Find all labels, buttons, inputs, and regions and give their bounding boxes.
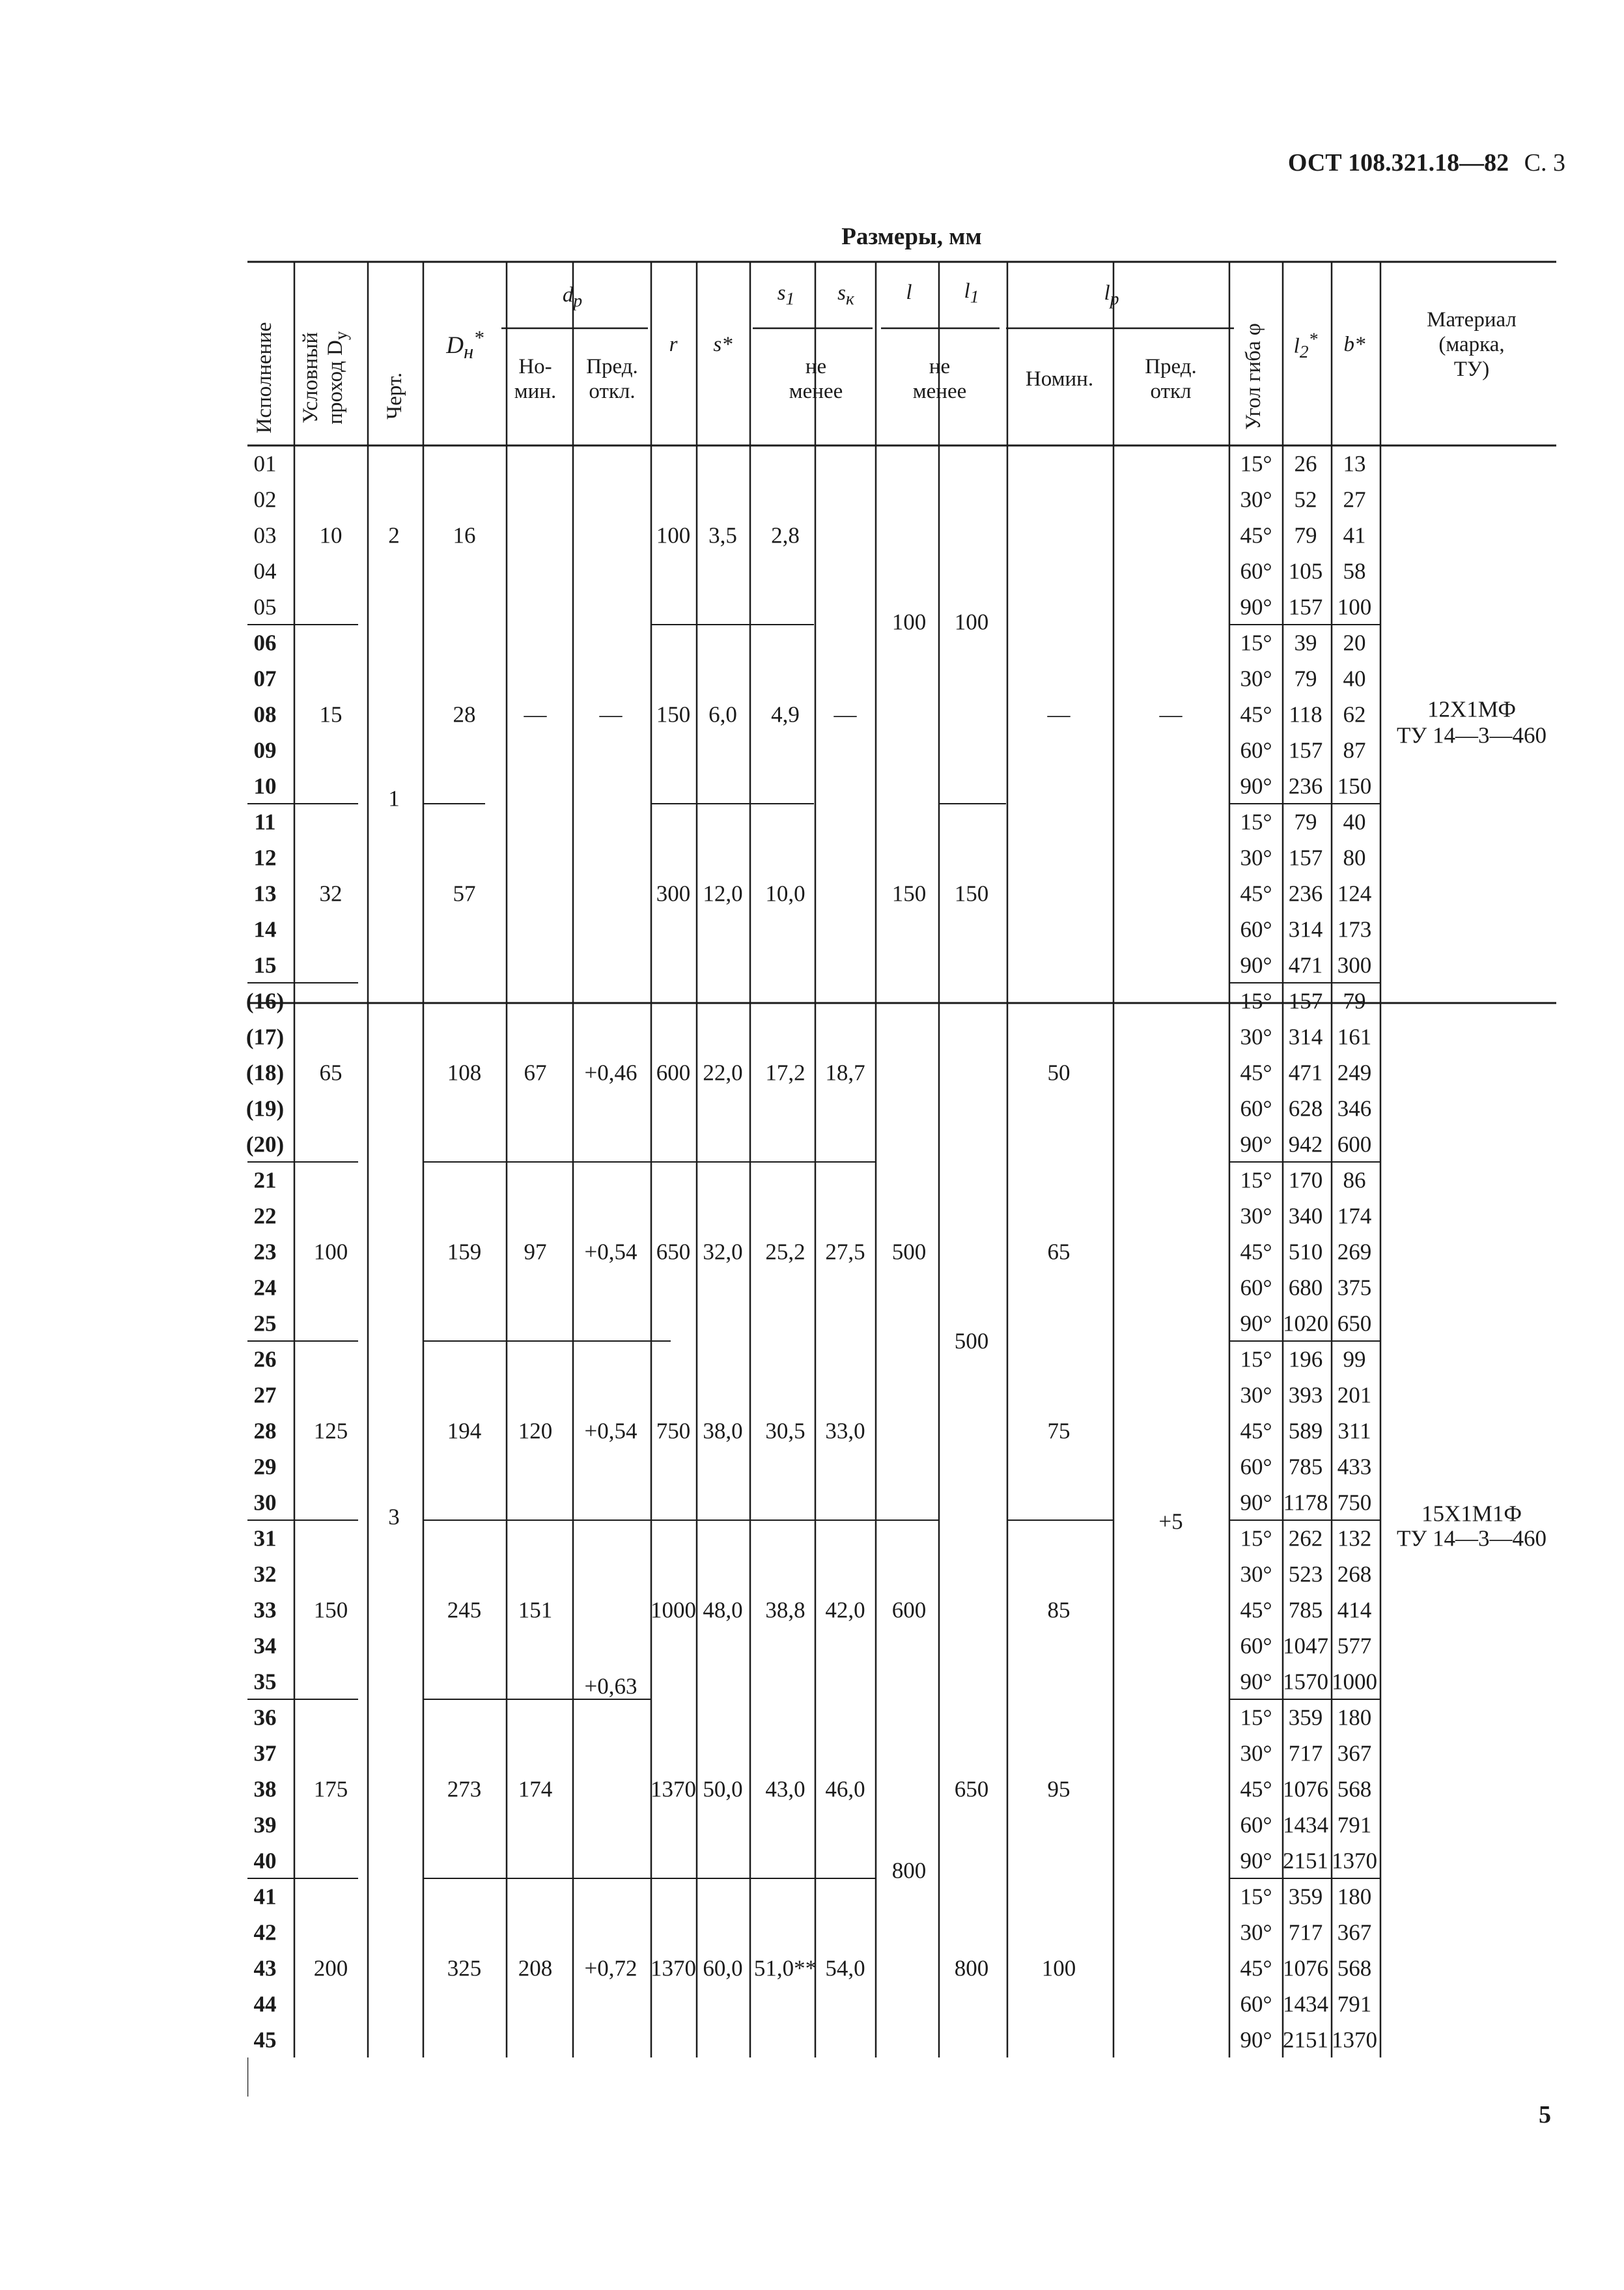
l2-value: 680 — [1288, 1275, 1323, 1300]
group-s: 3,5 — [708, 522, 737, 548]
execution-number: 22 — [253, 1203, 277, 1228]
group-dp-nom: 67 — [524, 1060, 547, 1085]
group-dn: 194 — [447, 1418, 482, 1443]
l2-value: 2151 — [1283, 2027, 1328, 2052]
group-r: 600 — [656, 1060, 691, 1085]
group-lp-nom: 85 — [1047, 1597, 1071, 1622]
execution-number: 38 — [253, 1776, 277, 1802]
execution-number: 02 — [253, 487, 277, 512]
execution-number: 25 — [253, 1310, 277, 1336]
header-l1: $l_1$ — [964, 279, 979, 307]
material-spec: ТУ 14—3—460 — [1397, 1525, 1547, 1551]
group-l1: 800 — [954, 1955, 989, 1981]
header-nominal-bore: Условный проход $D_у$ — [298, 331, 351, 425]
l2-value: 196 — [1288, 1346, 1323, 1372]
l2-value: 79 — [1294, 522, 1317, 548]
bend-angle: 90° — [1240, 773, 1272, 799]
bend-angle: 15° — [1240, 988, 1272, 1013]
header-not-less-l: не менее — [912, 355, 967, 403]
b-value: 1370 — [1332, 2027, 1377, 2052]
b-value: 414 — [1337, 1597, 1372, 1622]
header-l: l — [906, 281, 912, 305]
execution-number: 42 — [253, 1919, 277, 1945]
bend-angle: 60° — [1240, 1275, 1272, 1300]
bend-angle: 90° — [1240, 594, 1272, 619]
bend-angle: 15° — [1240, 1167, 1272, 1193]
execution-number: 45 — [253, 2027, 277, 2052]
b-value: 346 — [1337, 1096, 1372, 1121]
b-value: 433 — [1337, 1454, 1372, 1479]
b-value: 62 — [1343, 701, 1366, 727]
group-lp-nom: 65 — [1047, 1239, 1071, 1264]
b-value: 58 — [1343, 558, 1366, 584]
l2-value: 717 — [1288, 1740, 1323, 1766]
b-value: 13 — [1343, 451, 1366, 476]
l2-value: 393 — [1288, 1382, 1323, 1407]
l2-value: 236 — [1288, 773, 1323, 799]
group-sk: 46,0 — [825, 1776, 865, 1802]
execution-number: 15 — [253, 952, 277, 978]
material-spec: ТУ 14—3—460 — [1397, 722, 1547, 748]
header-execution: Исполнение — [253, 322, 277, 434]
group-dp-nom: 174 — [518, 1776, 553, 1802]
l1-span-value: 500 — [954, 1328, 989, 1354]
b-value: 20 — [1343, 630, 1366, 655]
group-dn: 16 — [453, 522, 476, 548]
l2-value: 359 — [1288, 1704, 1323, 1730]
b-value: 367 — [1337, 1919, 1372, 1945]
l2-value: 717 — [1288, 1919, 1323, 1945]
execution-number: 29 — [253, 1454, 277, 1479]
group-s1: 4,9 — [771, 701, 800, 727]
bend-angle: 45° — [1240, 881, 1272, 906]
bend-angle: 15° — [1240, 1346, 1272, 1372]
table-title: Размеры, мм — [841, 223, 982, 250]
group-dy: 100 — [313, 1239, 348, 1264]
group-dy: 65 — [319, 1060, 343, 1085]
group-dp-dev: — — [599, 701, 623, 727]
group-l1: 650 — [954, 1776, 989, 1802]
execution-number: 43 — [253, 1955, 277, 1981]
bend-angle: 30° — [1240, 1561, 1272, 1587]
group-s: 38,0 — [703, 1418, 743, 1443]
l2-value: 105 — [1288, 558, 1323, 584]
group-dy: 175 — [313, 1776, 348, 1802]
b-value: 791 — [1337, 1991, 1372, 2016]
bend-angle: 30° — [1240, 1919, 1272, 1945]
bend-angle: 15° — [1240, 451, 1272, 476]
group-r: 1000 — [651, 1597, 696, 1622]
b-value: 99 — [1343, 1346, 1366, 1372]
group-s: 50,0 — [703, 1776, 743, 1802]
group-dy: 150 — [313, 1597, 348, 1622]
l2-value: 1434 — [1283, 1812, 1328, 1837]
execution-number: 10 — [253, 773, 277, 799]
bend-angle: 15° — [1240, 1704, 1272, 1730]
l2-value: 157 — [1288, 594, 1323, 619]
execution-number: 27 — [253, 1382, 277, 1407]
l1-span-value: 100 — [954, 609, 989, 635]
header-outer-diameter: $D_н^*$ — [446, 326, 484, 363]
bend-angle: 30° — [1240, 1740, 1272, 1766]
group-r: 150 — [656, 701, 691, 727]
group-s1: 17,2 — [765, 1060, 805, 1085]
bend-angle: 60° — [1240, 1991, 1272, 2016]
b-value: 27 — [1343, 487, 1366, 512]
group-dp-dev: +0,72 — [584, 1955, 637, 1981]
l2-value: 170 — [1288, 1167, 1323, 1193]
l2-value: 628 — [1288, 1096, 1323, 1121]
bend-angle: 45° — [1240, 1776, 1272, 1802]
group-s1: 2,8 — [771, 522, 800, 548]
group-r: 300 — [656, 881, 691, 906]
group-l: 600 — [891, 1597, 927, 1622]
bend-angle: 45° — [1240, 1060, 1272, 1085]
group-s: 48,0 — [703, 1597, 743, 1622]
group-l1: 150 — [954, 881, 989, 906]
l2-value: 157 — [1288, 845, 1323, 870]
group-s1: 51,0** — [753, 1955, 817, 1981]
execution-number: 36 — [253, 1704, 277, 1730]
page-number: 5 — [1539, 2101, 1551, 2128]
group-dn: 159 — [447, 1239, 482, 1264]
execution-number: 09 — [253, 737, 277, 763]
material-grade: 15Х1М1Ф — [1421, 1501, 1522, 1527]
bend-angle: 45° — [1240, 701, 1272, 727]
b-value: 132 — [1337, 1525, 1372, 1551]
group-s1: 30,5 — [765, 1418, 805, 1443]
execution-number: (19) — [245, 1096, 285, 1121]
l2-value: 1434 — [1283, 1991, 1328, 2016]
bend-angle: 30° — [1240, 1382, 1272, 1407]
group-dn: 245 — [447, 1597, 482, 1622]
bend-angle: 90° — [1240, 952, 1272, 978]
b-value: 791 — [1337, 1812, 1372, 1837]
l2-value: 314 — [1288, 1024, 1323, 1049]
group-dy: 200 — [313, 1955, 348, 1981]
l2-value: 236 — [1288, 881, 1323, 906]
execution-number: 08 — [253, 701, 277, 727]
b-value: 1370 — [1332, 1848, 1377, 1873]
bend-angle: 60° — [1240, 1633, 1272, 1658]
b-value: 173 — [1337, 916, 1372, 942]
execution-number: 28 — [253, 1418, 277, 1443]
group-dp-dev: +0,46 — [584, 1060, 637, 1085]
group-r: 1370 — [651, 1776, 696, 1802]
group-dp-dev: +0,54 — [584, 1418, 637, 1443]
execution-number: (20) — [245, 1131, 285, 1157]
group-dy: 125 — [313, 1418, 348, 1443]
execution-number: 39 — [253, 1812, 277, 1837]
group-sk: 27,5 — [825, 1239, 865, 1264]
b-value: 124 — [1337, 881, 1372, 906]
execution-number: 03 — [253, 522, 277, 548]
header-material: Материал (марка, ТУ) — [1427, 308, 1517, 381]
group-dp-nom: 208 — [518, 1955, 553, 1981]
l2-value: 942 — [1288, 1131, 1323, 1157]
group-sk: — — [833, 701, 857, 727]
group-l: 500 — [891, 1239, 927, 1264]
header-dp: $d_p$ — [562, 283, 583, 311]
group-sk: 18,7 — [825, 1060, 865, 1085]
execution-number: 05 — [253, 594, 277, 619]
bend-angle: 90° — [1240, 1669, 1272, 1694]
group-s: 12,0 — [703, 881, 743, 906]
group-s1: 10,0 — [765, 881, 805, 906]
l2-value: 1047 — [1283, 1633, 1328, 1658]
group-s1: 43,0 — [765, 1776, 805, 1802]
header-s: s* — [713, 333, 733, 357]
b-value: 577 — [1337, 1633, 1372, 1658]
b-value: 174 — [1337, 1203, 1372, 1228]
bend-angle: 90° — [1240, 1131, 1272, 1157]
bend-angle: 45° — [1240, 1239, 1272, 1264]
page-header — [1288, 148, 1565, 177]
b-value: 201 — [1337, 1382, 1372, 1407]
bend-angle: 90° — [1240, 1310, 1272, 1336]
bend-angle: 15° — [1240, 630, 1272, 655]
group-sk: 42,0 — [825, 1597, 865, 1622]
header-dp-deviation: Пред. откл. — [586, 355, 638, 403]
b-value: 568 — [1337, 1955, 1372, 1981]
group-dn: 273 — [447, 1776, 482, 1802]
group-lp-nom: — — [1047, 701, 1071, 727]
execution-number: 40 — [253, 1848, 277, 1873]
l2-value: 1178 — [1283, 1490, 1328, 1515]
header-b: b* — [1343, 333, 1365, 357]
b-value: 86 — [1343, 1167, 1366, 1193]
bend-angle: 60° — [1240, 1454, 1272, 1479]
l2-value: 52 — [1294, 487, 1317, 512]
bend-angle: 60° — [1240, 1096, 1272, 1121]
bend-angle: 60° — [1240, 737, 1272, 763]
execution-number: 23 — [253, 1239, 277, 1264]
group-r: 1370 — [651, 1955, 696, 1981]
execution-number: 04 — [253, 558, 277, 584]
b-value: 249 — [1337, 1060, 1372, 1085]
l2-value: 39 — [1294, 630, 1317, 655]
execution-number: 11 — [254, 809, 276, 834]
b-value: 568 — [1337, 1776, 1372, 1802]
bend-angle: 30° — [1240, 487, 1272, 512]
group-l: 150 — [891, 881, 927, 906]
b-value: 161 — [1337, 1024, 1372, 1049]
b-value: 1000 — [1332, 1669, 1377, 1694]
b-value: 269 — [1337, 1239, 1372, 1264]
bend-angle: 90° — [1240, 1490, 1272, 1515]
group-s: 22,0 — [703, 1060, 743, 1085]
b-value: 311 — [1337, 1418, 1371, 1443]
group-dy: 15 — [319, 701, 343, 727]
bend-angle: 45° — [1240, 1597, 1272, 1622]
execution-number: 30 — [253, 1490, 277, 1515]
b-value: 79 — [1343, 988, 1366, 1013]
l2-value: 26 — [1294, 451, 1317, 476]
b-value: 650 — [1337, 1310, 1372, 1336]
b-value: 750 — [1337, 1490, 1372, 1515]
b-value: 150 — [1337, 773, 1372, 799]
group-lp-nom: 75 — [1047, 1418, 1071, 1443]
l2-value: 314 — [1288, 916, 1323, 942]
header-l2: $l_2^*$ — [1293, 328, 1318, 361]
b-value: 87 — [1343, 737, 1366, 763]
execution-number: 35 — [253, 1669, 277, 1694]
bend-angle: 30° — [1240, 1203, 1272, 1228]
group-lp-nom: 100 — [1041, 1955, 1076, 1981]
group-dy: 10 — [319, 522, 343, 548]
execution-number: 33 — [253, 1597, 277, 1622]
l2-value: 785 — [1288, 1454, 1323, 1479]
material-grade: 12Х1МФ — [1427, 696, 1517, 722]
execution-number: 07 — [253, 666, 277, 691]
execution-number: 26 — [253, 1346, 277, 1372]
execution-number: 24 — [253, 1275, 277, 1300]
group-s1: 38,8 — [765, 1597, 805, 1622]
bend-angle: 60° — [1240, 1812, 1272, 1837]
bend-angle: 45° — [1240, 1955, 1272, 1981]
group-dn: 325 — [447, 1955, 482, 1981]
l2-value: 510 — [1288, 1239, 1323, 1264]
execution-number: 31 — [253, 1525, 277, 1551]
b-value: 300 — [1337, 952, 1372, 978]
bend-angle: 45° — [1240, 522, 1272, 548]
l2-value: 157 — [1288, 988, 1323, 1013]
b-value: 367 — [1337, 1740, 1372, 1766]
group-r: 650 — [656, 1239, 691, 1264]
drawing-number: 3 — [388, 1504, 400, 1530]
l2-value: 785 — [1288, 1597, 1323, 1622]
bend-angle: 30° — [1240, 666, 1272, 691]
group-sk: 54,0 — [825, 1955, 865, 1981]
group-dn: 108 — [447, 1060, 482, 1085]
l2-value: 471 — [1288, 1060, 1323, 1085]
group-r: 750 — [656, 1418, 691, 1443]
l2-value: 340 — [1288, 1203, 1323, 1228]
b-value: 600 — [1337, 1131, 1372, 1157]
group-dn: 57 — [453, 881, 476, 906]
bend-angle: 60° — [1240, 916, 1272, 942]
header-not-less-s: не менее — [789, 355, 843, 403]
header-lp: $l_р$ — [1104, 281, 1119, 309]
execution-number: 44 — [253, 1991, 277, 2016]
l2-value: 359 — [1288, 1884, 1323, 1909]
l2-value: 79 — [1294, 809, 1317, 834]
execution-number: 12 — [253, 845, 277, 870]
l2-value: 262 — [1288, 1525, 1323, 1551]
l2-value: 1076 — [1283, 1776, 1328, 1802]
bend-angle: 15° — [1240, 1884, 1272, 1909]
execution-number: (16) — [245, 988, 285, 1013]
bend-angle: 15° — [1240, 1525, 1272, 1551]
group-s1: 25,2 — [765, 1239, 805, 1264]
l2-value: 1076 — [1283, 1955, 1328, 1981]
page-reference: С. 3 — [1524, 149, 1565, 177]
group-s: 60,0 — [703, 1955, 743, 1981]
header-s1: $s_1$ — [777, 281, 795, 309]
bend-angle: 45° — [1240, 1418, 1272, 1443]
execution-number: (18) — [245, 1060, 285, 1085]
header-bend-angle: Угол гиба φ — [1242, 323, 1266, 430]
bend-angle: 15° — [1240, 809, 1272, 834]
standard-code: ОСТ 108.321.18—82 — [1287, 149, 1509, 177]
header-dp-nominal: Но- мин. — [514, 355, 557, 403]
group-lp-dev: — — [1159, 701, 1183, 727]
bend-angle: 30° — [1240, 845, 1272, 870]
b-value: 375 — [1337, 1275, 1372, 1300]
group-dp-dev: +0,54 — [584, 1239, 637, 1264]
group-lp-nom: 50 — [1047, 1060, 1071, 1085]
b-value: 80 — [1343, 845, 1366, 870]
l2-value: 1020 — [1283, 1310, 1328, 1336]
execution-number: 32 — [253, 1561, 277, 1587]
header-drawing: Черт. — [383, 372, 407, 420]
l2-value: 2151 — [1283, 1848, 1328, 1873]
group-r: 100 — [656, 522, 691, 548]
l2-value: 1570 — [1283, 1669, 1328, 1694]
bend-angle: 30° — [1240, 1024, 1272, 1049]
execution-number: 01 — [253, 451, 277, 476]
b-value: 40 — [1343, 809, 1366, 834]
drawing-number: 1 — [388, 785, 400, 812]
b-value: 180 — [1337, 1884, 1372, 1909]
l-span-value: 800 — [891, 1858, 927, 1884]
execution-number: 13 — [253, 881, 277, 906]
execution-number: 14 — [253, 916, 277, 942]
b-value: 100 — [1337, 594, 1372, 619]
bend-angle: 90° — [1240, 1848, 1272, 1873]
l2-value: 471 — [1288, 952, 1323, 978]
group-s: 32,0 — [703, 1239, 743, 1264]
dimensions-table — [247, 259, 1556, 2134]
bend-angle: 90° — [1240, 2027, 1272, 2052]
b-value: 40 — [1343, 666, 1366, 691]
l2-value: 118 — [1289, 701, 1323, 727]
header-r: r — [669, 333, 678, 357]
b-value: 268 — [1337, 1561, 1372, 1587]
execution-number: 06 — [253, 630, 277, 655]
l2-value: 79 — [1294, 666, 1317, 691]
execution-number: 37 — [253, 1740, 277, 1766]
l2-value: 523 — [1288, 1561, 1323, 1587]
execution-number: 41 — [253, 1884, 277, 1909]
group-lp-nom: 95 — [1047, 1776, 1071, 1802]
lp-deviation-span: +5 — [1158, 1508, 1183, 1534]
header-sk: $s_к$ — [837, 281, 854, 309]
execution-number: 34 — [253, 1633, 277, 1658]
group-dn: 28 — [453, 701, 476, 727]
group-dp-nom: 120 — [518, 1418, 553, 1443]
l2-value: 157 — [1288, 737, 1323, 763]
header-lp-deviation: Пред. откл — [1145, 355, 1197, 403]
group-dp-nom: — — [524, 701, 547, 727]
header-lp-nominal: Номин. — [1025, 367, 1094, 391]
bend-angle: 60° — [1240, 558, 1272, 584]
group-dp-nom: 151 — [518, 1597, 553, 1622]
group-dp-nom: 97 — [524, 1239, 547, 1264]
execution-number: (17) — [245, 1024, 285, 1049]
group-dy: 32 — [319, 881, 343, 906]
drawing-number: 2 — [388, 522, 400, 548]
b-value: 41 — [1343, 522, 1366, 548]
l-span-value: 100 — [891, 609, 927, 635]
group-sk: 33,0 — [825, 1418, 865, 1443]
execution-number: 21 — [253, 1167, 277, 1193]
l2-value: 589 — [1288, 1418, 1323, 1443]
b-value: 180 — [1337, 1704, 1372, 1730]
group-s: 6,0 — [708, 701, 737, 727]
dp-deviation-span: +0,63 — [584, 1673, 637, 1699]
